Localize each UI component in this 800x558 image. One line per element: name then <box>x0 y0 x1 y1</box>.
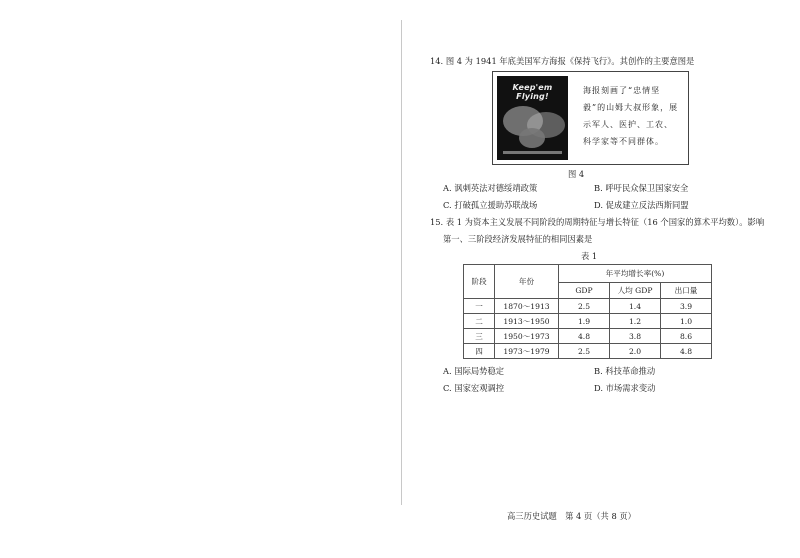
poster-caption-strip <box>503 151 562 154</box>
cell-gdp: 2.5 <box>559 344 610 359</box>
cell-gdp: 1.9 <box>559 314 610 329</box>
cell-stage: 二 <box>464 314 495 329</box>
subheader-gdp: GDP <box>559 283 610 299</box>
cell-stage: 一 <box>464 299 495 314</box>
header-growth-rate: 年平均增长率(%) <box>559 265 712 283</box>
table-row <box>464 329 712 344</box>
figure-description: 海报刻画了“忠情坚毅”的山姆大叔形象，展示军人、医护、工农、科学家等不同群体。 <box>583 86 679 146</box>
poster-title: Keep'em Flying! <box>512 83 553 101</box>
cell-exports: 1.0 <box>661 314 712 329</box>
page-divider <box>401 20 402 505</box>
cell-years: 1973～1979 <box>495 344 559 359</box>
q15-option-b: B. 科技革命推动 <box>594 366 656 376</box>
poster-image <box>497 76 568 160</box>
cell-per-capita: 1.4 <box>610 299 661 314</box>
cell-per-capita: 2.0 <box>610 344 661 359</box>
subheader-per-capita-gdp: 人均 GDP <box>610 283 661 299</box>
figure-4-box <box>492 71 689 165</box>
q15-stem-line2: 第一、三阶段经济发展特征的相同因素是 <box>443 234 593 244</box>
q14-option-a: A. 讽刺英法对德绥靖政策 <box>443 183 538 193</box>
q14-option-b: B. 呼吁民众保卫国家安全 <box>594 183 689 193</box>
q15-option-c: C. 国家宏观调控 <box>443 383 505 393</box>
cell-gdp: 4.8 <box>559 329 610 344</box>
cell-years: 1870～1913 <box>495 299 559 314</box>
page-footer: 高三历史试题 第 4 页（共 8 页） <box>507 511 636 521</box>
cell-years: 1913～1950 <box>495 314 559 329</box>
cell-years: 1950～1973 <box>495 329 559 344</box>
cell-exports: 3.9 <box>661 299 712 314</box>
table-label: 表 1 <box>581 251 598 261</box>
cell-per-capita: 1.2 <box>610 314 661 329</box>
poster-figure <box>519 128 545 148</box>
cell-stage: 三 <box>464 329 495 344</box>
q15-stem-line1: 15. 表 1 为资本主义发展不同阶段的周期特征与增长特征（16 个国家的算术平均数）。影响 <box>430 217 765 227</box>
cell-stage: 四 <box>464 344 495 359</box>
q14-stem: 14. 图 4 为 1941 年底美国军方海报《保持飞行》。其创作的主要意图是 <box>430 56 695 66</box>
table-row <box>464 344 712 359</box>
q15-option-a: A. 国际局势稳定 <box>443 366 505 376</box>
cell-exports: 8.6 <box>661 329 712 344</box>
cell-exports: 4.8 <box>661 344 712 359</box>
q14-option-c: C. 打破孤立援助苏联战场 <box>443 200 538 210</box>
table-row <box>464 314 712 329</box>
header-years: 年份 <box>495 265 559 299</box>
subheader-exports: 出口量 <box>661 283 712 299</box>
table-row <box>464 299 712 314</box>
cell-gdp: 2.5 <box>559 299 610 314</box>
q14-option-d: D. 促成建立反法西斯同盟 <box>594 200 689 210</box>
header-stage: 阶段 <box>464 265 495 299</box>
q15-option-d: D. 市场需求变动 <box>594 383 656 393</box>
figure-label: 图 4 <box>568 169 585 179</box>
cell-per-capita: 3.8 <box>610 329 661 344</box>
growth-table <box>463 264 712 359</box>
